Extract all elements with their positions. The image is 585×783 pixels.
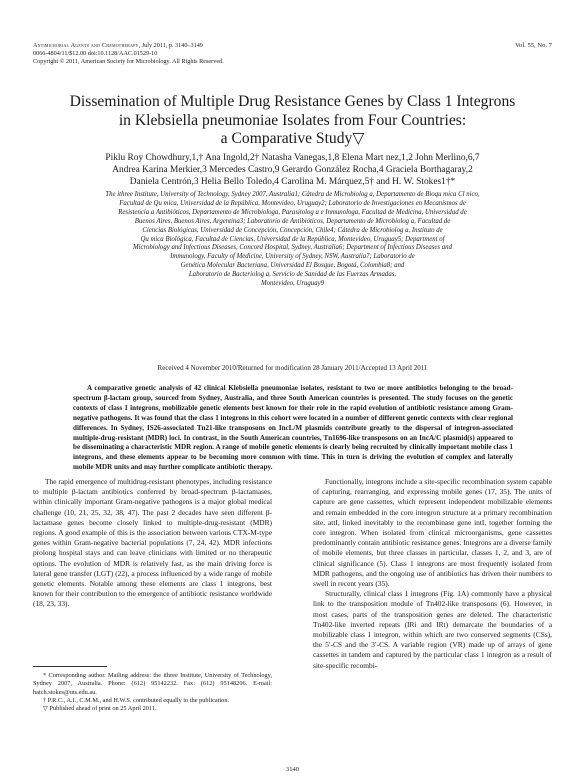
copyright: Copyright © 2011, American Society for Microbiology. All Rights Reserved. <box>33 58 224 65</box>
affiliation-line: Ciencias Biológicas, Universidad de Concepción, Concepción, Chile4; Cátedra de Microbiolog a, Instituto de <box>142 226 443 234</box>
affiliation-line: Genética Molecular Bacteriana, Universidad El Bosque, Bogotá, Colombia8; and <box>180 262 405 270</box>
title-line: Dissemination of Multiple Drug Resistance Genes by Class 1 Integrons <box>69 93 516 110</box>
affiliation-line: Immunology, Faculty of Medicine, University of Sydney, NSW, Australia7; Laboratorio de <box>170 253 415 261</box>
author-line: Andrea Karina Merkier,3 Mercedes Castro,9 Gerardo González Rocha,4 Graciela Borthagaray,2 <box>112 165 473 175</box>
author-list <box>45 152 540 188</box>
author-line: Piklu Roy Chowdhury,1,† Ana Ingold,2† Natasha Vanegas,1,8 Elena Mart nez,1,2 John Merlino,6,7 <box>105 153 480 163</box>
page-number: 3140 <box>285 766 300 773</box>
affiliation-line: Qu mica Biológica, Facultad de Ciencias, Universidad de la República, Montevideo, Uruguay5; Department of <box>140 235 445 243</box>
title-line: in Klebsiella pneumoniae Isolates from Four Countries: <box>118 111 467 129</box>
abstract: A comparative genetic analysis of 42 clinical Klebsiella pneumoniae isolates, resistant to two or more antibiotics belonging to the broad-spectrum β-lactam group, sourced from Sydney, Australia, and three South American countries is presented. The study focuses on the genetic contexts of class 1 integrons, mobilizable genetic elements best known for their role in the rapid evolution of antibiotic resistance among Gram-negative pathogens. It was found that the class 1 integrons in this cohort were located in a number of different genetic contexts with clear regional differences. In Sydney, IS26-associated Tn21-like transposons on IncL/M plasmids contribute greatly to the dispersal of integron-associated multiple-drug-resistant (MDR) loci. In contrast, in the South American countries, Tn1696-like transposons on an IncA/C plasmid(s) appeared to be disseminating a characteristic MDR region. A range of mobile genetic elements is clearly being recruited by clinically important mobile class 1 integrons, and these elements appear to be becoming more common with time. This in turn is driving the evolution of complex and laterally mobile MDR units and may further complicate antibiotic therapy. <box>73 384 513 472</box>
issn-doi: 0066-4804/11/$12.00 doi:10.1128/AAC.01529-10 <box>33 50 158 57</box>
journal-header <box>33 42 224 66</box>
affiliation-line: The ithree Institute, University of Technology, Sydney 2007, Australia1; Cátedra de Microbiolog a, Departamento de Bioqu mica Cl nico, <box>105 191 480 198</box>
affiliation-line: Resistencia a Antibióticos, Departamento de Microbiologa, Parasitolog a e Inmunologa, Facultad de Medicina, Universidad de <box>118 208 467 216</box>
footnote-published: ▽ Published ahead of print on 25 April 2011. <box>43 705 157 713</box>
journal-name: Antimicrobial Agents and Chemotherapy <box>33 42 139 49</box>
journal-issue: , July 2011, p. 3140–3149 <box>138 42 203 49</box>
author-line: Daniela Centrón,3 Helia Bello Toledo,4 Carolina M. Márquez,5† and H. W. Stokes1†* <box>129 177 456 187</box>
affiliation-line: Microbiology and Infectious Diseases, Concord Hospital, Sydney, Australia6; Department of Infectious Diseases and <box>133 244 452 252</box>
body-paragraph: The rapid emergence of multidrug-resistant phenotypes, including resistance to multiple β-lactam antibiotics conferred by broad-spectrum β-lactamases, within clinically important Gram-negative pathogens is a major global medical challenge (10, 21, 25, 32, 38, 47). The past 2 decades have seen different β-lactamase genes become closely linked to multiple-drug-resistant (MDR) regions. A good example of this is the association between various CTX-M-type genes within Gram-negative bacterial populations (7, 24, 42). MDR infections prolong hospital stays and can leave clinicians with limited or no therapeutic options. The evolution of MDR is relatively fast, as the main driving force is lateral gene transfer (LGT) (22), a process influenced by a wide range of mobile genetic elements. Notable among these elements are class 1 integrons, best known for their contribution to the emergence of antibiotic resistance worldwide (18, 23, 33). <box>33 477 272 609</box>
volume-number: Vol. 55, No. 7 <box>515 42 552 49</box>
body-paragraph: Structurally, clinical class 1 integrons (Fig. 1A) commonly have a physical link to the transposition module of Tn402-like transposons (6). However, in most cases, parts of the transposition genes are deleted. The characteristic Tn402-like inverted repeats (IRi and IRt) demarcate the boundaries of a mobilizable class 1 integron, within which are two conserved segments (CSs), the 5′-CS and the 3′-CS. A variable region (VR) made up of arrays of gene cassettes in tandem and captured by the particular class 1 integron as a result of site-specific recombi- <box>313 589 552 670</box>
affiliation-line: Laboratorio de Bacteriolog a, Servicio de Sanidad de las Fuerzas Armadas, <box>188 271 397 279</box>
affiliation-line: Facultad de Qu mica, Universidad de la República, Montevideo, Uruguay2; Laboratorio de Investigaciones en Mecanismos de <box>119 199 466 207</box>
body-paragraph: Functionally, integrons include a site-specific recombination system capable of capturing, rearranging, and expressing mobile genes (17, 35). The units of capture are gene cassettes, which represent independent mobilizable elements and remain embedded in the core integron structure at a primary recombination site, attI, linked inevitably to the recombinase gene intI, together forming the core integron. When isolated from clinical microorganisms, gene cassettes predominantly contain antibiotic resistance genes. Integrons are a diverse family of mobile elements, but three classes in particular, classes 1, 2, and 3, are of clinical significance (5). Class 1 integrons are most frequently isolated from MDR pathogens, and the ongoing use of antibiotics has driven their numbers to swell in recent years (35). <box>313 477 552 589</box>
footnote-corresponding: * Corresponding author. Mailing address: the ithree Institute, University of Technology, Sydney 2007, Australia. Phone: (612) 95142232. Fax: (612) 95148206. E-mail: hatch.stokes@uts.edu.au. <box>33 672 272 696</box>
footnote-divider <box>33 666 107 667</box>
affiliations <box>40 191 545 289</box>
body-column-right <box>313 477 552 671</box>
journal-citation <box>33 42 224 50</box>
footnotes <box>33 672 272 713</box>
received-dates: Received 4 November 2010/Returned for modification 28 January 2011/Accepted 13 April 2011 <box>157 364 428 372</box>
footnote-equal-contribution: † P.R.C., A.I., C.M.M., and H.W.S. contributed equally to the publication. <box>43 696 230 704</box>
body-column-left <box>33 477 272 610</box>
affiliation-line: Montevideo, Uruguay9 <box>260 280 325 288</box>
article-title <box>30 93 555 149</box>
title-line: a Comparative Study▽ <box>220 130 365 147</box>
affiliation-line: Buenos Aires, Buenos Aires, Argentina3; Laboratorio de Antibióticos, Departamento de Microbiolog a, Facultad de <box>134 217 451 225</box>
